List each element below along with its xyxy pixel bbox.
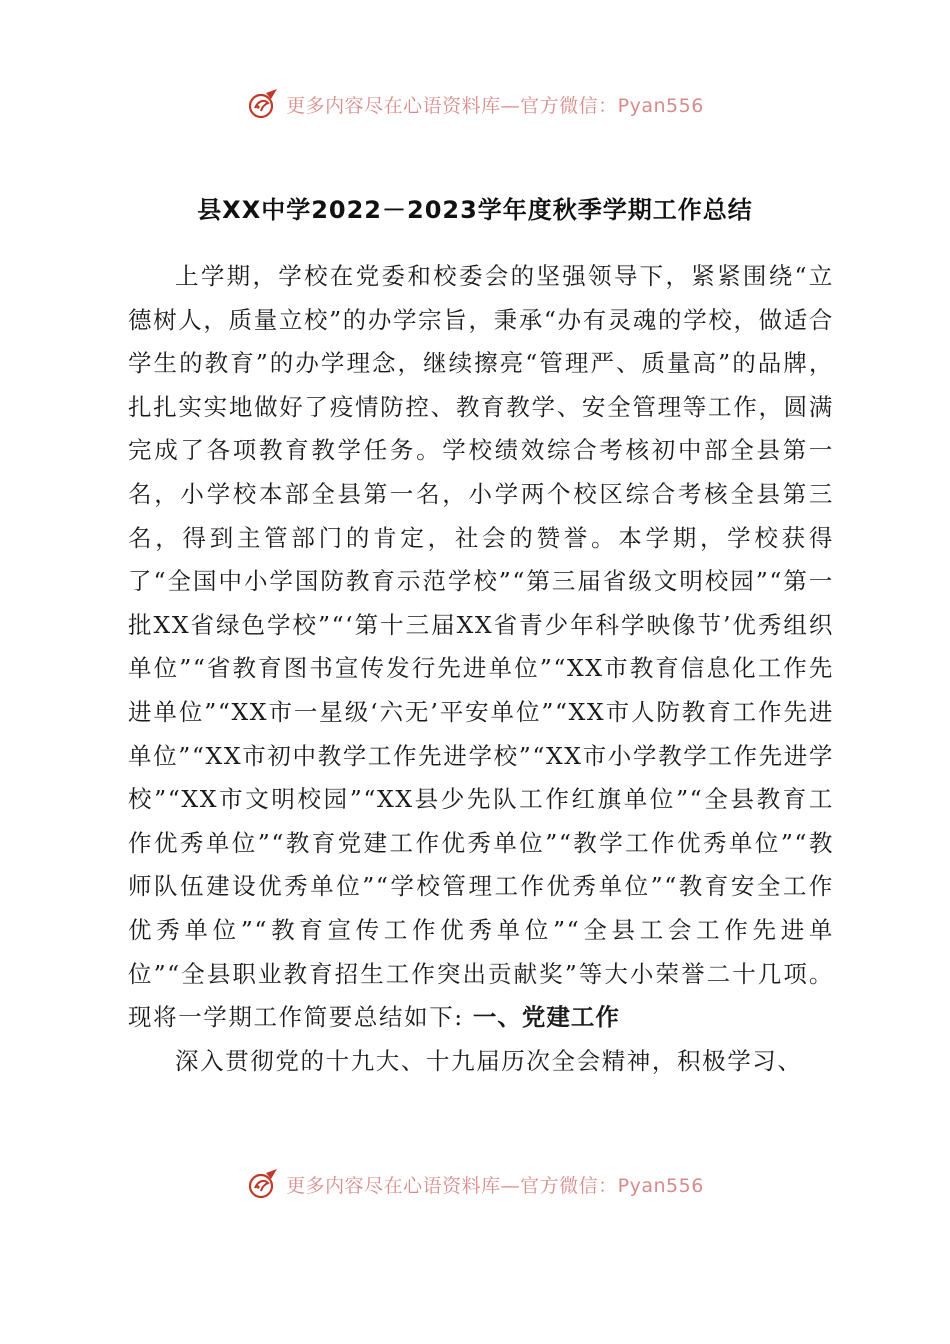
section-heading: 一、党建工作 [472, 1003, 620, 1032]
quill-swirl-icon [246, 1167, 280, 1201]
header-watermark [0, 82, 950, 126]
watermark-text: 更多内容尽在心语资料库—官方微信：Pyan556 [286, 1174, 704, 1197]
watermark-wechat-id: Pyan556 [617, 94, 704, 117]
footer-watermark [0, 1162, 950, 1206]
document-title: 县XX中学2022－2023学年度秋季学期工作总结 [197, 196, 753, 224]
watermark-wechat-id: Pyan556 [617, 1174, 704, 1197]
watermark-text: 更多内容尽在心语资料库—官方微信：Pyan556 [286, 94, 704, 117]
document-body [128, 255, 834, 1083]
body-paragraph: 深入贯彻党的十九大、十九届历次全会精神，积极学习、 [175, 1046, 803, 1075]
quill-swirl-icon [246, 87, 280, 121]
paragraph-text: 上学期，学校在党委和校委会的坚强领导下，紧紧围绕“立德树人，质量立校”的办学宗旨，秉承“办有灵魂的学校，做适合学生的教育”的办学理念，继续擦亮“管理严、质量高”的品牌，扎扎实实地做好了疫情防控、教育教学、安全管理等工作，圆满完成了各项教育教学任务。学校绩效综合考核初中部全县第一名，小学校本部全县第一名，小学两个校区综合考核全县第三名，得到主管部门的肯定，社会的赞誉。本学期，学校获得了“全国中小学国防教育示范学校”“第三届省级文明校园”“第一批XX省绿色学校”“‘第十三届XX省青少年科学映像节’优秀组织单位”“省教育图书宣传发行先进单位”“XX市教育信息化工作先进单位”“XX市一星级‘六无’平安单位”“XX市人防教育工作先进单位”“XX市初中教学工作先进学校”“XX市小学教学工作先进学校”“XX市文明校园”“XX县少先队工作红旗单位”“全县教育工作优秀单位”“教育党建工作优秀单位”“教学工作优秀单位”“教师队伍建设优秀单位”“学校管理工作优秀单位”“教育安全工作优秀单位”“教育宣传工作优秀单位”“全县工会工作先进单位”“全县职业教育招生工作突出贡献奖”等大小荣誉二十几项。现将一学期工作简要总结如下: [128, 262, 834, 1032]
body-paragraph [128, 255, 834, 1040]
